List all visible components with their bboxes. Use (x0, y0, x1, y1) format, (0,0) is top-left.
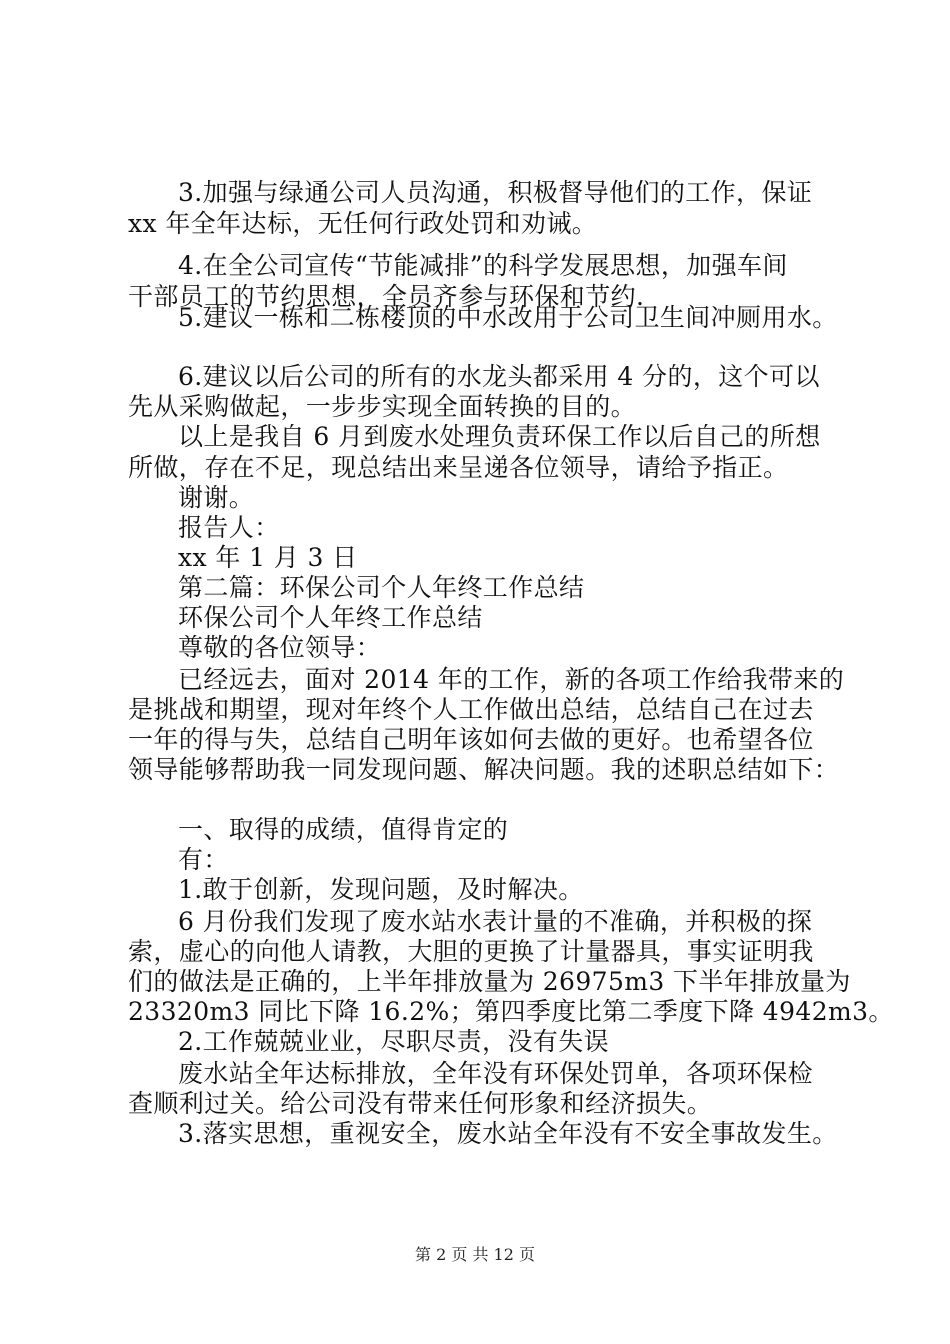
text-line: 6 月份我们发现了废水站水表计量的不准确，并积极的探 (178, 907, 813, 936)
text-line: 以上是我自 6 月到废水处理负责环保工作以后自己的所想 (178, 422, 821, 451)
text-line: 3.落实思想，重视安全，废水站全年没有不安全事故发生。 (178, 1119, 838, 1148)
text-line: 谢谢。 (178, 483, 255, 512)
text-line: 3.加强与绿通公司人员沟通，积极督导他们的工作，保证 (178, 178, 813, 207)
text-line: 查顺利过关。给公司没有带来任何形象和经济损失。 (128, 1089, 713, 1118)
text-line: 报告人： (178, 513, 280, 542)
text-line: 干部员工的节约思想，全员齐参与环保和节约. (128, 282, 645, 311)
text-line: 已经远去，面对 2014 年的工作，新的各项工作给我带来的 (178, 665, 845, 694)
text-line: 2.工作兢兢业业，尽职尽责，没有失误 (178, 1027, 610, 1056)
text-line: 所做，存在不足，现总结出来呈递各位领导，请给予指正。 (128, 453, 789, 482)
page-number: 第 2 页 共 12 页 (415, 1245, 535, 1264)
text-line: 废水站全年达标排放，全年没有环保处罚单，各项环保检 (178, 1059, 814, 1088)
text-line: 1.敢于创新，发现问题，及时解决。 (178, 875, 584, 904)
text-line: 环保公司个人年终工作总结 (178, 603, 483, 632)
text-line: xx 年 1 月 3 日 (178, 543, 358, 572)
text-line: 6.建议以后公司的所有的水龙头都采用 4 分的，这个可以 (178, 362, 820, 391)
text-line: 领导能够帮助我一同发现问题、解决问题。我的述职总结如下： (128, 755, 840, 784)
text-line: 一年的得与失，总结自己明年该如何去做的更好。也希望各位 (128, 725, 814, 754)
text-line: 4.在全公司宣传“节能减排”的科学发展思想，加强车间 (178, 251, 788, 280)
text-line: 一、取得的成绩，值得肯定的 (178, 815, 509, 844)
text-line: 第二篇：环保公司个人年终工作总结 (178, 573, 585, 602)
text-line: 们的做法是正确的，上半年排放量为 26975m3 下半年排放量为 (128, 967, 851, 996)
text-line: 先从采购做起，一步步实现全面转换的目的。 (128, 392, 637, 421)
text-line: 是挑战和期望，现对年终个人工作做出总结，总结自己在过去 (128, 695, 814, 724)
text-line: 有： (178, 845, 229, 874)
text-line: 索，虚心的向他人请教，大胆的更换了计量器具，事实证明我 (128, 937, 814, 966)
text-line: 尊敬的各位领导： (178, 633, 382, 662)
text-line: xx 年全年达标，无任何行政处罚和劝诫。 (128, 209, 598, 238)
text-line: 5.建议一栋和二栋楼顶的中水改用于公司卫生间冲厕用水。 (178, 303, 838, 332)
text-line: 23320m3 同比下降 16.2%；第四季度比第二季度下降 4942m3。 (128, 997, 894, 1026)
